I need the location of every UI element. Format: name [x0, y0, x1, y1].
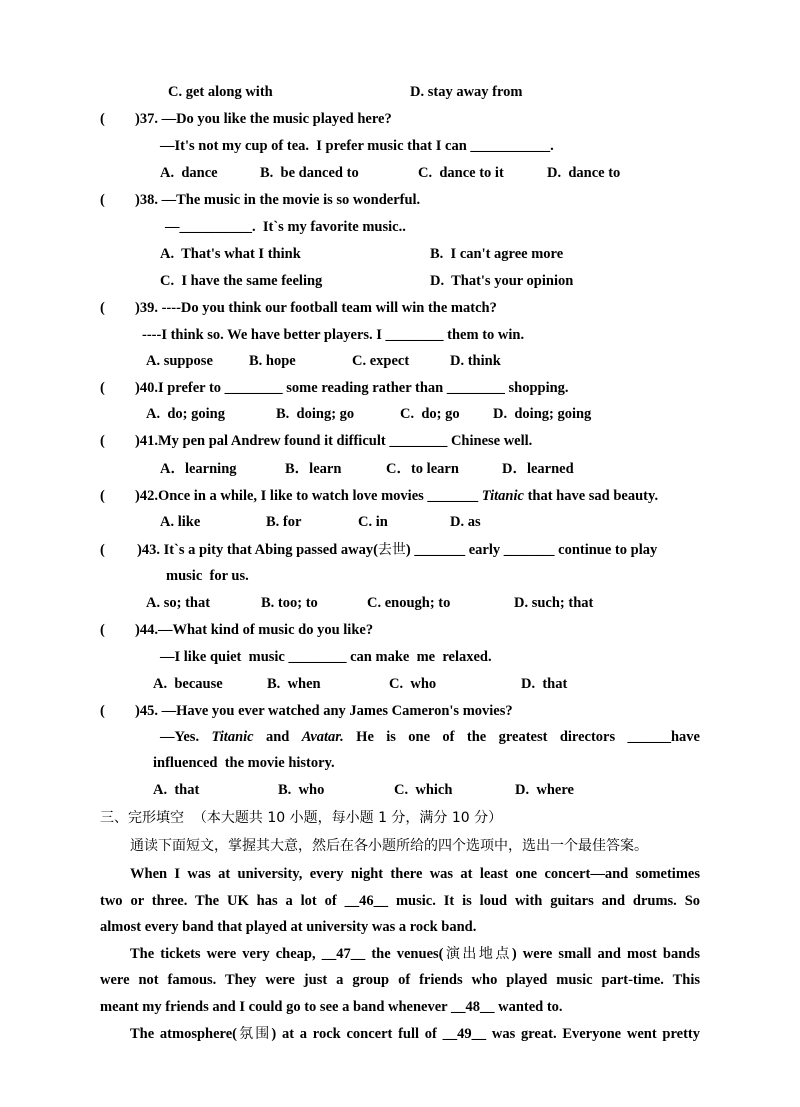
q36-option-d: D. stay away from: [410, 84, 523, 100]
q41-option-d: D．learned: [502, 461, 574, 477]
q43-option-b: B. too; to: [261, 595, 318, 611]
q44-option-d: D. that: [521, 676, 568, 692]
answer-paren: (: [100, 622, 105, 638]
q38-option-d: D. That's your opinion: [430, 273, 574, 289]
q42-option-a: A. like: [160, 514, 201, 530]
q40-stem: )40.I prefer to ________ some reading rather than ________ shopping.: [135, 380, 569, 396]
section-heading: 三、完形填空 （本大题共 10 小题，每小题 1 分，满分 10 分）: [100, 810, 503, 826]
q42-option-b: B. for: [266, 514, 302, 530]
answer-paren: (: [100, 380, 105, 396]
passage-p1-line2: two or three. The UK has a lot of __46__ music. It is loud with guitars and drums. So: [100, 893, 701, 909]
answer-paren: (: [100, 703, 105, 719]
q40-option-b: B. doing; go: [276, 406, 355, 422]
answer-paren: (: [100, 542, 105, 558]
passage-p2-line2: were not famous. They were just a group of friends who played music part-time. This: [100, 972, 700, 988]
q43-option-a: A. so; that: [146, 595, 211, 611]
q42-stem: )42.Once in a while, I like to watch love movies _______ Titanic that have sad beauty.: [135, 488, 659, 504]
q42-option-d: D. as: [450, 514, 481, 530]
q43-stem: )43. It`s a pity that Abing passed away(去世) _______ early _______ continue to play: [137, 542, 658, 558]
blank-48: __48__: [450, 999, 495, 1015]
q43-line2: music for us.: [166, 568, 249, 584]
q36-option-c: C. get along with: [168, 84, 273, 100]
q40-option-d: D. doing; going: [493, 406, 592, 422]
q44-stem: )44.—What kind of music do you like?: [135, 622, 374, 638]
q39-option-d: D. think: [450, 353, 501, 369]
q39-option-a: A. suppose: [146, 353, 213, 369]
section-instruction: 通读下面短文，掌握其大意，然后在各小题所给的四个选项中，选出一个最佳答案。: [130, 838, 648, 854]
q37-line2: —It's not my cup of tea. I prefer music that I can ___________.: [160, 138, 554, 154]
q41-option-c: C．to learn: [386, 461, 459, 477]
q44-option-a: A. because: [153, 676, 223, 692]
q43-option-c: C. enough; to: [367, 595, 451, 611]
blank-47: __47__: [321, 946, 366, 962]
q41-option-a: A．learning: [160, 461, 237, 477]
passage-p1-line3: almost every band that played at university was a rock band.: [100, 919, 477, 935]
answer-paren: (: [100, 488, 105, 504]
q45-option-b: B. who: [278, 782, 325, 798]
q45-option-a: A. that: [153, 782, 200, 798]
q38-stem: )38. —The music in the movie is so wonderful.: [135, 192, 421, 208]
q43-option-d: D. such; that: [514, 595, 594, 611]
q45-option-d: D. where: [515, 782, 574, 798]
q45-line2: —Yes. Titanic and Avatar. He is one of the greatest directors ______have: [160, 729, 700, 745]
q41-option-b: B．learn: [285, 461, 342, 477]
q39-stem: )39. ----Do you think our football team will win the match?: [135, 300, 497, 316]
q37-option-a: A. dance: [160, 165, 218, 181]
q37-option-d: D. dance to: [547, 165, 621, 181]
answer-paren: (: [100, 433, 105, 449]
answer-paren: (: [100, 300, 105, 316]
q44-option-b: B. when: [267, 676, 321, 692]
q44-option-c: C. who: [389, 676, 437, 692]
passage-p2-line1: The tickets were very cheap, __47__ the venues(演出地点) were small and most bands: [130, 946, 701, 962]
q40-option-a: A. do; going: [146, 406, 225, 422]
q39-option-c: C. expect: [352, 353, 410, 369]
q39-line2: ----I think so. We have better players. I ________ them to win.: [142, 327, 525, 343]
q38-option-a: A. That's what I think: [160, 246, 301, 262]
q38-option-b: B. I can't agree more: [430, 246, 564, 262]
q40-option-c: C. do; go: [400, 406, 460, 422]
passage-p1-line1: When I was at university, every night there was at least one concert—and sometimes: [130, 866, 700, 882]
q37-stem: )37. —Do you like the music played here?: [135, 111, 392, 127]
q45-option-c: C. which: [394, 782, 453, 798]
q42-option-c: C. in: [358, 514, 388, 530]
q37-option-b: B. be danced to: [260, 165, 359, 181]
q38-option-c: C. I have the same feeling: [160, 273, 323, 289]
q37-option-c: C. dance to it: [418, 165, 504, 181]
blank-46: __46__: [344, 893, 389, 909]
q41-stem: )41.My pen pal Andrew found it difficult ________ Chinese well.: [135, 433, 533, 449]
q45-stem: )45. —Have you ever watched any James Cameron's movies?: [135, 703, 513, 719]
q44-line2: —I like quiet music ________ can make me relaxed.: [160, 649, 492, 665]
blank-49: __49__: [442, 1026, 487, 1042]
answer-paren: (: [100, 192, 105, 208]
answer-paren: (: [100, 111, 105, 127]
passage-p2-line3: meant my friends and I could go to see a band whenever __48__ wanted to.: [100, 999, 563, 1015]
q38-line2: —__________. It`s my favorite music..: [165, 219, 406, 235]
passage-p3-line1: The atmosphere(氛围) at a rock concert full of __49__ was great. Everyone went pretty: [130, 1026, 701, 1042]
q45-line3: influenced the movie history.: [153, 755, 335, 771]
q39-option-b: B. hope: [249, 353, 296, 369]
